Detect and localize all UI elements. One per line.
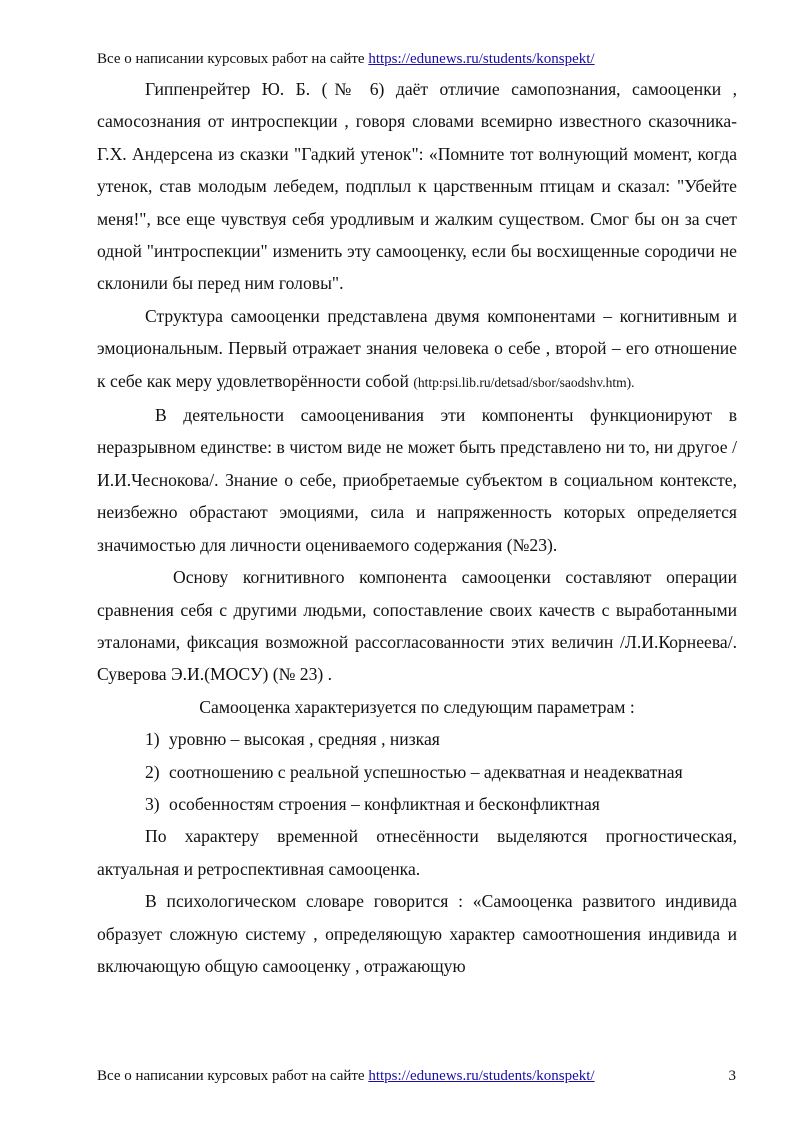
paragraph-2-text: Структура самооценки представлена двумя компонентами – когнитивным и эмоциональным. Первый отражает знания человека о себе , второй – его отношение к себе как меру удовлетворённости собой [97,305,737,391]
page-header [97,50,736,68]
list-item [97,788,737,820]
paragraph-5: Самооценка характеризуется по следующим параметрам : [199,696,635,717]
source-citation: (http:psi.lib.ru/detsad/sbor/saodshv.htm). [413,374,635,390]
list-item [97,723,737,755]
parameters-list [97,723,737,820]
footer-text: Все о написании курсовых работ на сайте [97,1068,369,1084]
list-item-number: 1) [145,729,160,750]
document-body [97,73,737,982]
paragraph-6: По характеру временной отнесённости выделяются прогностическая, актуальная и ретроспективная самооценка. [97,826,737,879]
list-item-number: 2) [145,761,160,782]
paragraph-1: Гиппенрейтер Ю. Б. (№ 6) даёт отличие самопознания, самооценки , самосознания от интроспекции , говоря словами всемирно известного сказочника- Г.Х. Андерсена из сказки "Гадкий утенок": «Помните тот волнующий момент, когда утенок, став молодым лебедем, подплыл к царственным птицам и сказал: "Убейте меня!", все еще чувствуя себя уродливым и жалким существом. Смог бы он за счет одной "интроспекции" изменить эту самооценку, если бы восхищенные сородичи не склонили бы перед ним головы". [97,79,737,294]
list-item-text: особенностям строения – конфликтная и бесконфликтная [169,793,600,814]
list-item-text: соотношению с реальной успешностью – адекватная и неадекватная [169,761,683,782]
page-number: 3 [728,1068,736,1084]
list-item-number: 3) [145,793,160,814]
page-footer [97,1067,736,1085]
header-link[interactable]: https://edunews.ru/students/konspekt/ [368,51,595,67]
paragraph-7: В психологическом словаре говорится : «Самооценка развитого индивида образует сложную систему , определяющую характер самоотношения индивида и включающую общую самооценку , отражающую [97,891,737,976]
paragraph-4: Основу когнитивного компонента самооценки составляют операции сравнения себя с другими людьми, сопоставление своих качеств с выработанными эталонами, фиксация возможной рассогласованности этих величин /Л.И.Корнеева/. Суверова Э.И.(МОСУ) (№ 23) . [97,567,737,685]
list-item [97,756,737,788]
paragraph-3: В деятельности самооценивания эти компоненты функционируют в неразрывном единстве: в чистом виде не может быть представлено ни то, ни другое /И.И.Чеснокова/. Знание о себе, приобретаемые субъектом в социальном контексте, неизбежно обрастают эмоциями, сила и напряженность которых определяется значимостью для личности оцениваемого содержания (№23). [97,405,737,555]
list-item-text: уровню – высокая , средняя , низкая [169,729,440,750]
paragraph-2 [97,300,737,399]
footer-link[interactable]: https://edunews.ru/students/konspekt/ [368,1068,595,1084]
header-text: Все о написании курсовых работ на сайте [97,51,369,67]
